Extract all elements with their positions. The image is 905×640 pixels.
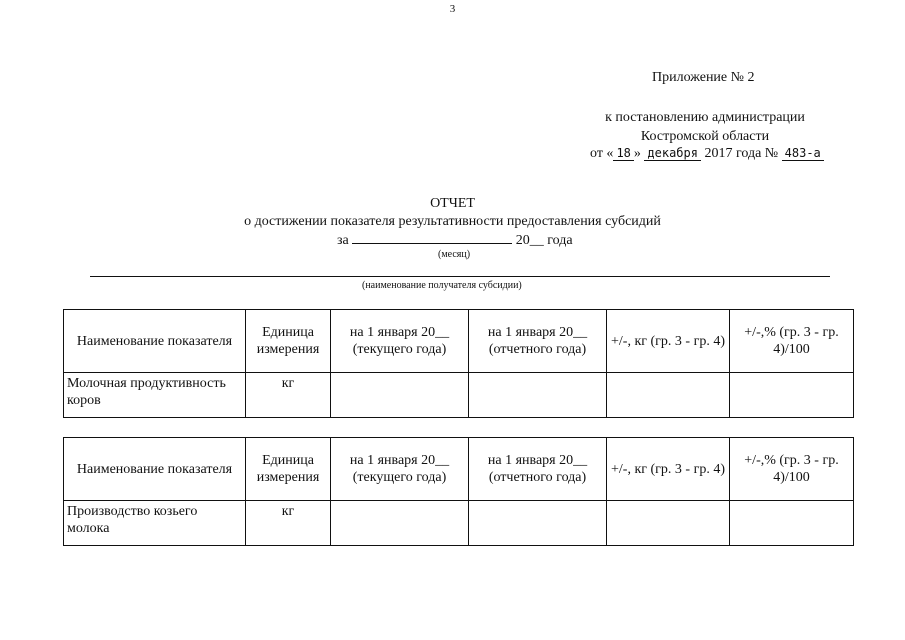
decree-date-line	[590, 146, 824, 162]
current-year-cell[interactable]	[331, 373, 469, 418]
diff-percent-cell[interactable]	[730, 373, 854, 418]
decree-line-1: к постановлению администрации	[605, 110, 805, 125]
decree-line-2: Костромской области	[640, 129, 770, 144]
col-header-current-year: на 1 января 20__ (текущего года)	[331, 310, 469, 373]
col-header-indicator: Наименование показателя	[64, 310, 246, 373]
diff-kg-cell[interactable]	[607, 501, 730, 546]
indicator-table-2	[63, 437, 854, 546]
decree-number: 483-а	[782, 146, 824, 161]
col-header-unit: Единица измерения	[246, 310, 331, 373]
decree-day: 18	[613, 146, 633, 161]
report-year-cell[interactable]	[469, 373, 607, 418]
report-subtitle: о достижении показателя результативности предоставления субсидий	[244, 214, 661, 229]
report-title: ОТЧЕТ	[430, 196, 475, 211]
current-year-cell[interactable]	[331, 501, 469, 546]
diff-percent-cell[interactable]	[730, 501, 854, 546]
indicator-name: Производство козьего молока	[64, 501, 246, 546]
recipient-name-line[interactable]	[90, 276, 830, 277]
decree-month: декабря	[644, 146, 701, 161]
col-header-diff-percent: +/-,% (гр. 3 - гр. 4)/100	[730, 438, 854, 501]
col-header-diff-kg: +/-, кг (гр. 3 - гр. 4)	[607, 310, 730, 373]
annex-title: Приложение № 2	[652, 70, 755, 85]
table-row	[64, 501, 854, 546]
decree-date-mid: »	[633, 146, 641, 161]
diff-kg-cell[interactable]	[607, 373, 730, 418]
period-month-blank[interactable]	[352, 243, 512, 244]
col-header-current-year: на 1 января 20__ (текущего года)	[331, 438, 469, 501]
decree-year: 2017 года №	[704, 146, 779, 161]
col-header-diff-percent: +/-,% (гр. 3 - гр. 4)/100	[730, 310, 854, 373]
recipient-caption: (наименование получателя субсидии)	[362, 280, 522, 291]
period-suffix: года	[547, 233, 573, 248]
month-caption: (месяц)	[438, 249, 471, 260]
indicator-unit: кг	[246, 373, 331, 418]
col-header-diff-kg: +/-, кг (гр. 3 - гр. 4)	[607, 438, 730, 501]
indicator-unit: кг	[246, 501, 331, 546]
table-header-row	[64, 310, 854, 373]
report-year-cell[interactable]	[469, 501, 607, 546]
col-header-indicator: Наименование показателя	[64, 438, 246, 501]
decree-reference	[580, 108, 830, 146]
table-header-row	[64, 438, 854, 501]
period-prefix: за	[337, 233, 349, 248]
indicator-name: Молочная продуктивность коров	[64, 373, 246, 418]
decree-date-prefix: от «	[590, 146, 614, 161]
page-number: 3	[449, 3, 456, 15]
table-row	[64, 373, 854, 418]
period-year: 20__	[515, 233, 544, 248]
col-header-report-year: на 1 января 20__ (отчетного года)	[469, 310, 607, 373]
indicator-table-1	[63, 309, 854, 418]
report-period-line	[337, 233, 573, 249]
col-header-unit: Единица измерения	[246, 438, 331, 501]
col-header-report-year: на 1 января 20__ (отчетного года)	[469, 438, 607, 501]
